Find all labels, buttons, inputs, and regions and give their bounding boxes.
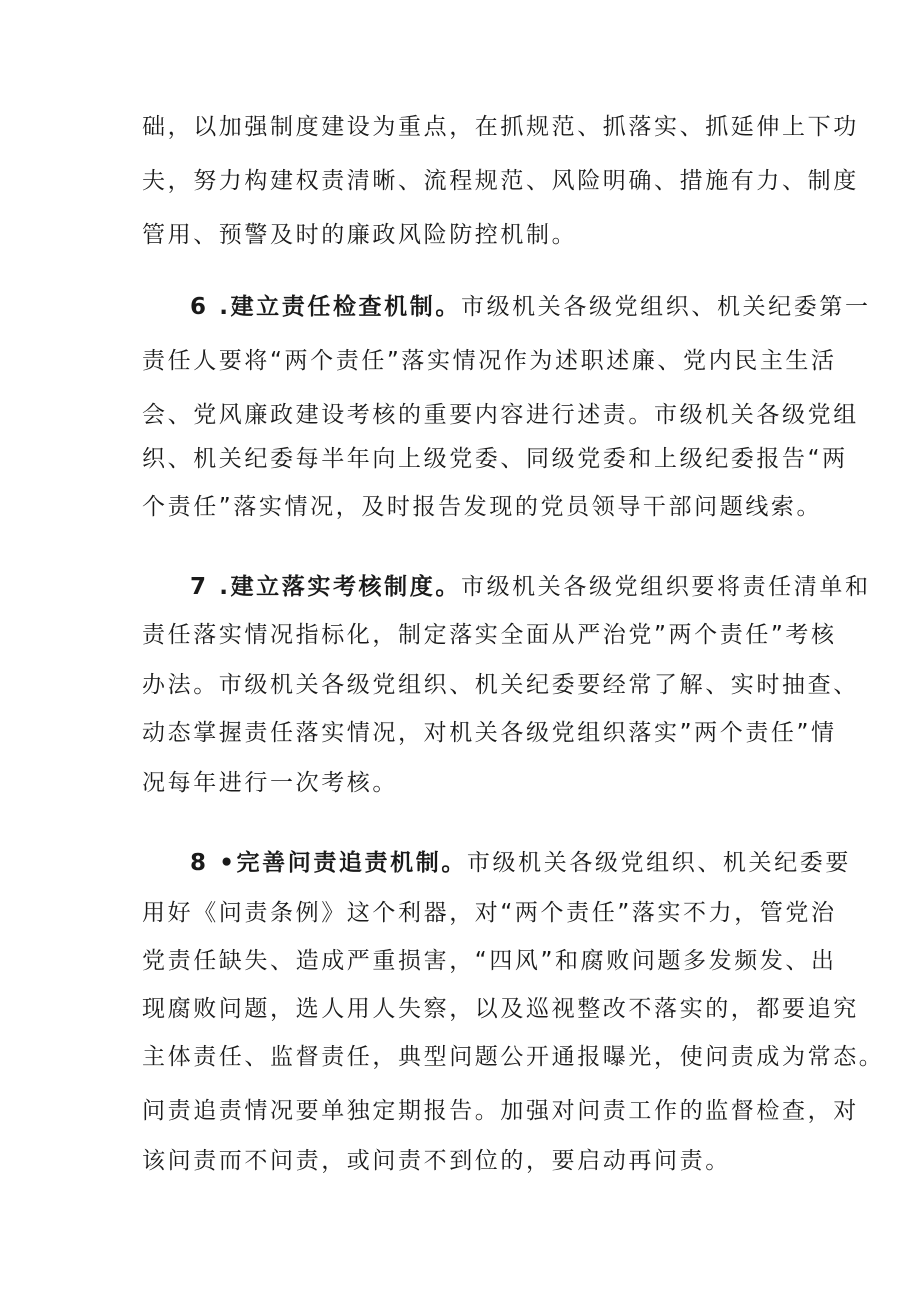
text-line: 现腐败问题，选人用人失察，以及巡视整改不落实的，都要追究	[142, 996, 859, 1022]
text-line: 个责任”落实情况，及时报告发现的党员领导干部问题线索。	[142, 494, 823, 520]
text-line	[190, 572, 871, 602]
section-number: 6 .	[190, 294, 231, 320]
text-line: 管用、预警及时的廉政风险防控机制。	[142, 222, 578, 248]
text-line: 动态掌握责任落实情况，对机关各级党组织落实”两个责任”情	[142, 720, 837, 746]
text-run: 市级机关各级党组织、机关纪委第一	[460, 294, 871, 320]
section-number: 8 •	[190, 850, 237, 876]
text-line: 责任人要将“两个责任”落实情况作为述职述廉、党内民主生活	[142, 348, 837, 374]
section-heading: 建立落实考核制度。	[230, 574, 461, 600]
text-line: 础，以加强制度建设为重点，在抓规范、抓落实、抓延伸上下功	[142, 114, 859, 140]
text-line: 办法。市级机关各级党组织、机关纪委要经常了解、实时抽查、	[142, 672, 859, 698]
text-line: 织、机关纪委每半年向上级党委、同级党委和上级纪委报告“两	[142, 446, 848, 472]
text-run: 市级机关各级党组织要将责任清单和	[460, 574, 871, 600]
section-number: 7 .	[190, 574, 231, 600]
text-line: 问责追责情况要单独定期报告。加强对问责工作的监督检查，对	[142, 1098, 859, 1124]
text-run: 市级机关各级党组织、机关纪委要	[466, 850, 851, 876]
text-line	[190, 848, 851, 878]
text-line: 况每年进行一次考核。	[142, 770, 398, 796]
text-line: 该问责而不问责，或问责不到位的，要启动再问责。	[142, 1148, 731, 1174]
text-line: 会、党风廉政建设考核的重要内容进行述责。市级机关各级党组	[142, 402, 859, 428]
section-heading: 建立责任检查机制。	[230, 294, 461, 320]
text-line: 用好《问责条例》这个利器，对“两个责任”落实不力，管党治	[142, 900, 837, 926]
text-line: 主体责任、监督责任，典型问题公开通报曝光，使问责成为常态。	[142, 1044, 885, 1070]
text-line: 夫，努力构建权责清晰、流程规范、风险明确、措施有力、制度	[142, 168, 859, 194]
text-line: 党责任缺失、造成严重损害，“四风”和腐败问题多发频发、出	[142, 948, 837, 974]
text-line: 责任落实情况指标化，制定落实全面从严治党”两个责任”考核	[142, 622, 837, 648]
text-line	[190, 292, 871, 322]
section-heading: 完善问责追责机制。	[236, 850, 467, 876]
